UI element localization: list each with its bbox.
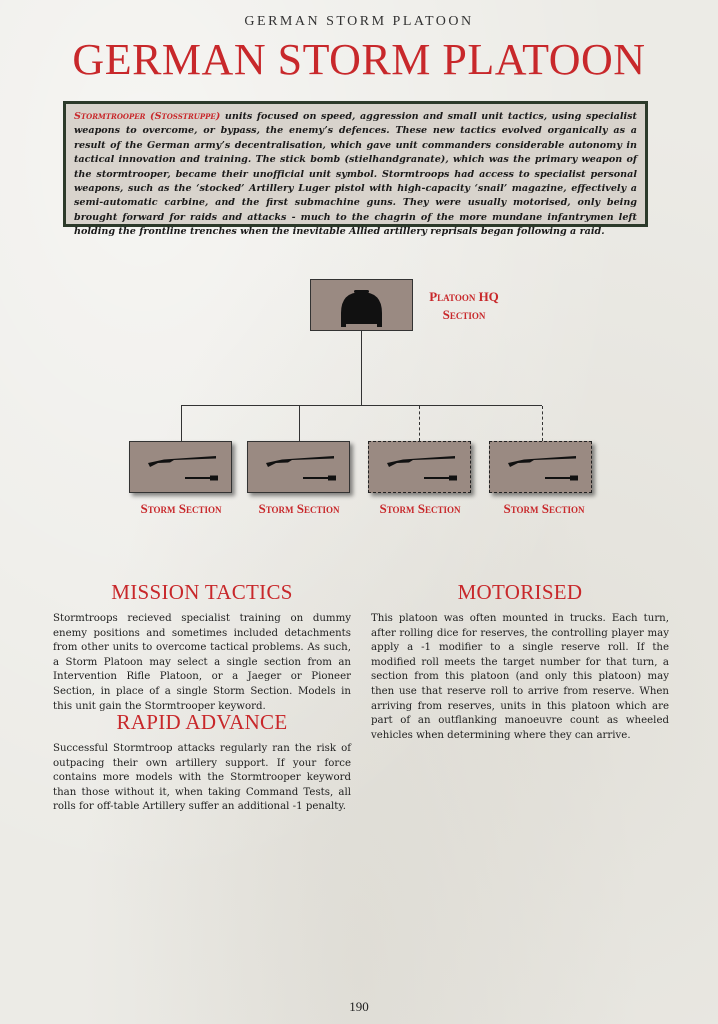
motorised-text: This platoon was often mounted in trucks. Each turn, after rolling dice for reserves, the controlling player may apply a -1 modifier to a single reserve roll. If the modified roll meets the target number for that turn, a section from this platoon (and only this platoon) may then use that reserve roll to arrive from reserve. When arriving from reserves, units in this platoon which are part of an outflanking manoeuvre count as wheeled vehicles when determining where they can arrive. xyxy=(371,613,669,741)
storm-section-label-3: Storm Section xyxy=(379,501,461,516)
storm-section-box-3 xyxy=(368,441,471,493)
page-title: GERMAN STORM PLATOON xyxy=(72,35,646,84)
connector-drop-2 xyxy=(299,406,300,441)
rifle-and-stick-grenade-icon xyxy=(130,442,231,492)
motorised-heading: MOTORISED xyxy=(457,580,583,604)
mission-tactics-heading: MISSION TACTICS xyxy=(111,580,293,604)
connector-trunk xyxy=(361,331,362,406)
connector-drop-3 xyxy=(419,406,420,441)
storm-section-box-2 xyxy=(247,441,350,493)
storm-section-label-2: Storm Section xyxy=(258,501,340,516)
rifle-and-stick-grenade-icon xyxy=(369,442,470,492)
rapid-advance-heading: RAPID ADVANCE xyxy=(116,710,288,734)
mission-tactics-text: Stormtroops recieved specialist training on dummy enemy positions and sometimes included detachments from other units to overcome tactical problems. As such, a Storm Platoon may select a single section from an Intervention Rifle Platoon, or a Jaeger or Pioneer Section, in place of a single Storm Section. Models in this unit gain the Stormtrooper keyword. xyxy=(53,613,351,712)
storm-section-label-4: Storm Section xyxy=(503,501,585,516)
hq-label-line1: Platoon HQ xyxy=(429,289,499,304)
running-head: GERMAN STORM PLATOON xyxy=(244,14,474,29)
connector-drop-4 xyxy=(542,406,543,441)
rifle-and-stick-grenade-icon xyxy=(490,442,591,492)
intro-box xyxy=(63,101,648,238)
helmet-icon xyxy=(311,280,412,330)
storm-section-box-1 xyxy=(129,441,232,493)
connector-bar xyxy=(181,405,542,406)
page-number: 190 xyxy=(349,999,369,1014)
hq-section-label xyxy=(414,288,514,324)
connector-drop-1 xyxy=(181,406,182,441)
rifle-and-stick-grenade-icon xyxy=(248,442,349,492)
hq-label-line2: Section xyxy=(442,307,486,322)
storm-section-box-4 xyxy=(489,441,592,493)
rapid-advance-text: Successful Stormtroop attacks regularly ran the risk of outpacing their own artillery support. If your force contains more models with the Stormtrooper keyword than those without it, when taking Command Tests, all rolls for off-table Artillery suffer an additional -1 penalty. xyxy=(53,743,351,813)
hq-section-box xyxy=(310,279,413,331)
intro-term: Stormtrooper (Stosstruppe) xyxy=(74,111,221,122)
intro-text: units focused on speed, aggression and small unit tactics, using specialist weapons to overcome, or bypass, the enemy’s defences. These new tactics evolved organically as a result of the German army’s decentralisation, which gave unit commanders considerable autonomy in tactical innovation and training. The stick bomb (stielhandgranate), which was the primary weapon of the stormtrooper, became their unofficial unit symbol. Stormtroops had access to specialist personal weapons, such as the ‘stocked’ Artillery Luger pistol with high-capacity ‘snail’ magazine, effectively a semi-automatic carbine, and the first submachine guns. They were usually motorised, only being brought forward for raids and attacks - much to the chagrin of the more mundane infantrymen left holding the frontline trenches when the inevitable Allied artillery reprisals began following a raid. xyxy=(74,111,637,238)
storm-section-label-1: Storm Section xyxy=(140,501,222,516)
